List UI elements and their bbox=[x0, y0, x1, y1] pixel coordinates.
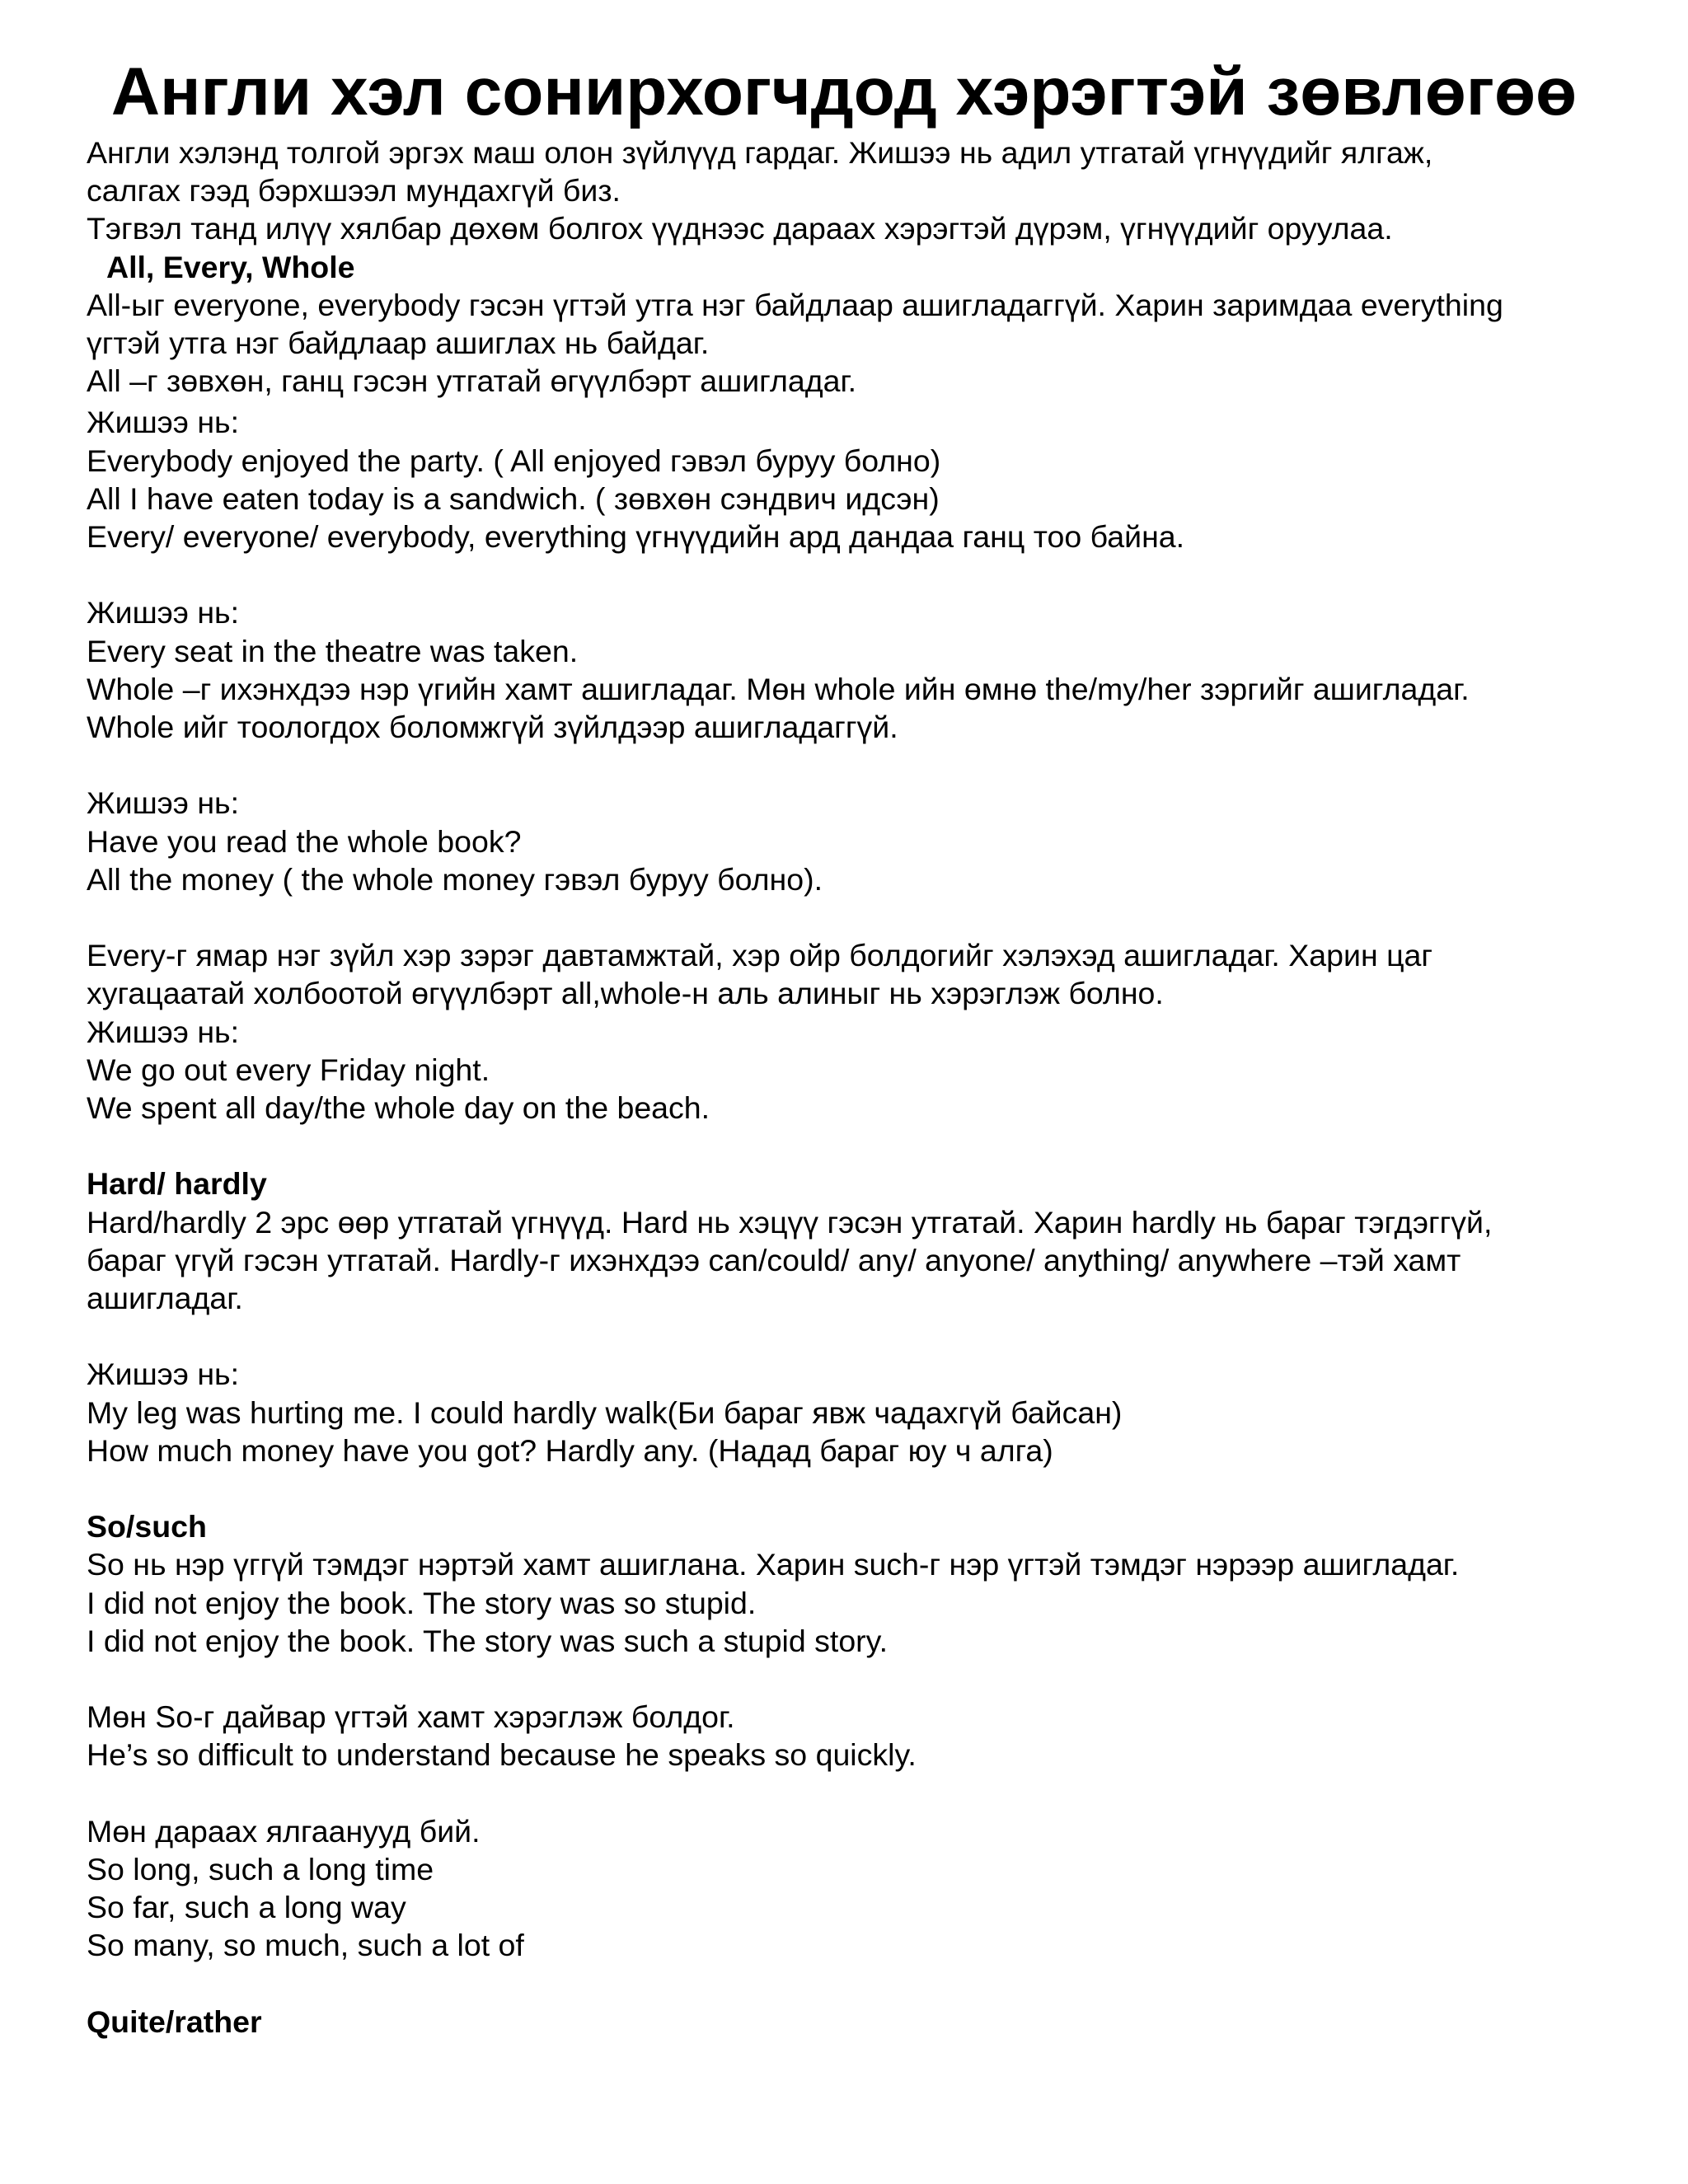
example-label: Жишээ нь: bbox=[87, 1014, 240, 1049]
example-line: I did not enjoy the book. The story was such a stupid story. bbox=[87, 1623, 889, 1658]
example-line: So long, such a long time bbox=[87, 1852, 434, 1887]
example-label: Жишээ нь: bbox=[87, 1357, 240, 1392]
example-line: I did not enjoy the book. The story was so stupid. bbox=[87, 1585, 757, 1620]
example-line: Everybody enjoyed the party. ( All enjoyed гэвэл буруу болно) bbox=[87, 443, 941, 478]
intro-line: Англи хэлэнд толгой эргэх маш олон зүйлүүд гардаг. Жишээ нь адил утгатай үгнүүдийг ялгаж, bbox=[87, 135, 1433, 170]
example-line: So many, so much, such a lot of bbox=[87, 1928, 524, 1963]
example-label: Жишээ нь: bbox=[87, 785, 240, 821]
example-line: Whole –г ихэнхдээ нэр үгийн хамт ашигладаг. Мөн whole ийн өмнө the/my/her зэргийг ашигладаг. bbox=[87, 671, 1470, 706]
intro-line: Тэгвэл танд илүү хялбар дөхөм болгох үүднээс дараах хэрэгтэй дүрэм, үгнүүдийг оруулаа. bbox=[87, 211, 1393, 246]
section-heading-so-such: So/such bbox=[87, 1509, 207, 1544]
paragraph-line: Hard/hardly 2 эрс өөр утгатай үгнүүд. Hard нь хэцүү гэсэн утгатай. Харин hardly нь бараг тэгдэггүй, bbox=[87, 1204, 1493, 1240]
example-line: We spent all day/the whole day on the beach. bbox=[87, 1090, 710, 1126]
paragraph-line: Мөн дараах ялгаанууд бий. bbox=[87, 1813, 481, 1849]
example-line: Every/ everyone/ everybody, everything үгнүүдийн ард дандаа ганц тоо байна. bbox=[87, 519, 1185, 555]
example-line: All I have eaten today is a sandwich. ( зөвхөн сэндвич идсэн) bbox=[87, 480, 940, 516]
example-line: How much money have you got? Hardly any. (Надад бараг юу ч алга) bbox=[87, 1432, 1053, 1468]
paragraph-line: All-ыг everyone, everybody гэсэн үгтэй утга нэг байдлаар ашигладаггүй. Харин заримдаа everything bbox=[87, 287, 1503, 322]
intro-line: салгах гээд бэрхшээл мундахгүй биз. bbox=[87, 173, 621, 209]
paragraph-line: үгтэй утга нэг байдлаар ашиглах нь байдаг. bbox=[87, 326, 710, 361]
example-label: Жишээ нь: bbox=[87, 595, 240, 630]
paragraph-line: Мөн So-г дайвар үгтэй хамт хэрэглэж болдог. bbox=[87, 1699, 735, 1735]
paragraph-line: хугацаатай холбоотой өгүүлбэрт all,whole-н аль алиныг нь хэрэглэж болно. bbox=[87, 976, 1164, 1011]
document-body bbox=[87, 134, 1636, 2041]
example-line: We go out every Friday night. bbox=[87, 1052, 490, 1087]
section-heading-hard-hardly: Hard/ hardly bbox=[87, 1166, 267, 1202]
example-line: Have you read the whole book? bbox=[87, 823, 522, 859]
paragraph-line: Every-г ямар нэг зүйл хэр зэрэг давтамжтай, хэр ойр болдогийг хэлэхэд ашигладаг. Харин цаг bbox=[87, 938, 1433, 973]
example-line: He’s so difficult to understand because he speaks so quickly. bbox=[87, 1737, 917, 1773]
example-line: All the money ( the whole money гэвэл буруу болно). bbox=[87, 861, 823, 897]
paragraph-line: So нь нэр үггүй тэмдэг нэртэй хамт ашиглана. Харин such-г нэр үгтэй тэмдэг нэрээр ашигладаг. bbox=[87, 1547, 1460, 1582]
paragraph-line: ашигладаг. bbox=[87, 1281, 243, 1316]
page-title: Англи хэл сонирхогчдод хэрэгтэй зөвлөгөө bbox=[110, 54, 1578, 129]
paragraph-line: All –г зөвхөн, ганц гэсэн утгатай өгүүлбэрт ашигладаг. bbox=[87, 363, 856, 399]
paragraph-line: бараг үгүй гэсэн утгатай. Hardly-г ихэнхдээ can/could/ any/ anyone/ anything/ anywhere –тэй хамт bbox=[87, 1242, 1461, 1277]
example-line: So far, such a long way bbox=[87, 1890, 406, 1925]
example-line: My leg was hurting me. I could hardly walk(Би бараг явж чадахгүй байсан) bbox=[87, 1394, 1123, 1430]
section-heading-quite-rather: Quite/rather bbox=[87, 2004, 262, 2039]
section-heading-all-every-whole: All, Every, Whole bbox=[106, 249, 355, 284]
example-line: Every seat in the theatre was taken. bbox=[87, 633, 579, 668]
example-line: Whole ийг тоологдох боломжгүй зүйлдээр ашигладаггүй. bbox=[87, 710, 898, 745]
example-label: Жишээ нь: bbox=[87, 405, 240, 440]
